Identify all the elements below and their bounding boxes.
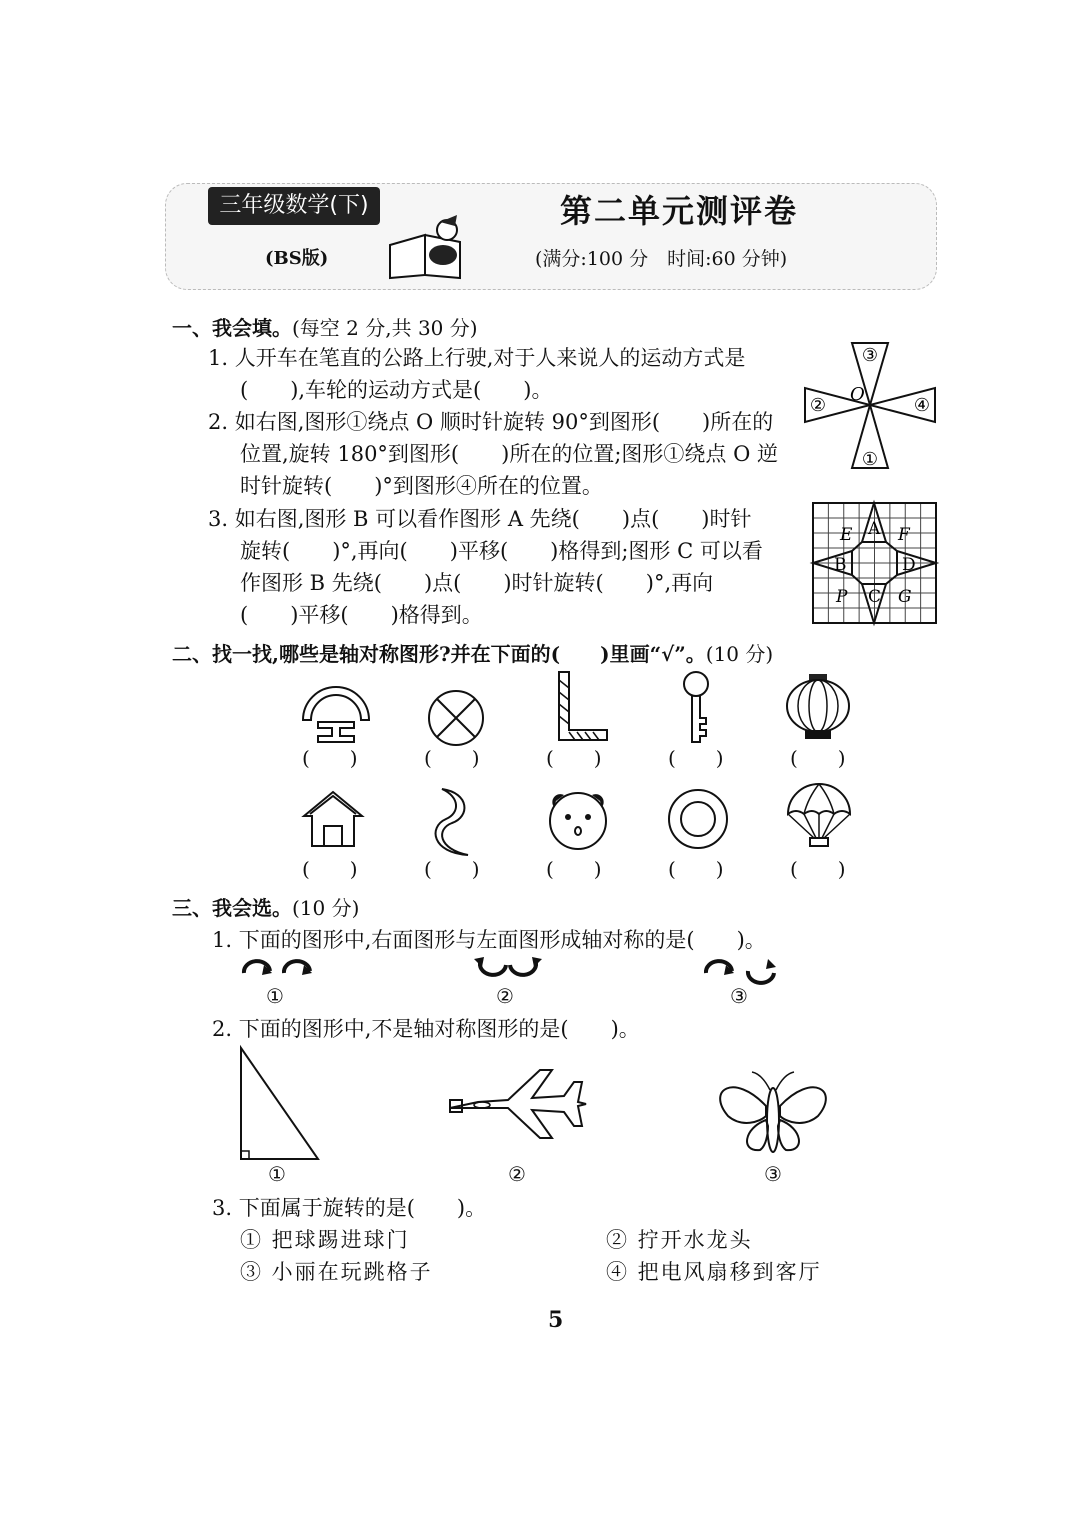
- page-title: 第二单元测评卷: [560, 192, 799, 230]
- reading-boy-icon: [385, 200, 475, 280]
- arch-i-beam-icon: [300, 682, 372, 744]
- pinwheel-label-4: ④: [913, 395, 931, 416]
- ring-icon: [666, 787, 730, 851]
- edition-label: (BS版): [265, 248, 329, 269]
- answer-paren-7[interactable]: ( ): [424, 857, 480, 881]
- page-number: 5: [548, 1307, 564, 1333]
- section1-note: (每空 2 分,共 30 分): [292, 316, 478, 340]
- section3-note: (10 分): [292, 896, 360, 920]
- grid-label-d: D: [902, 555, 916, 575]
- curl-arrows-option-1: [240, 955, 316, 981]
- score-time: (满分:100 分 时间:60 分钟): [535, 248, 788, 270]
- bear-face-icon: [546, 787, 610, 851]
- s3-question-1: 1. 下面的图形中,右面图形与左面图形成轴对称的是( )。: [212, 928, 766, 952]
- section3-heading: [172, 892, 359, 921]
- q3-option-1: ① 把球踢进球门: [240, 1228, 410, 1252]
- section1-heading-text: 一、我会填。: [172, 316, 292, 340]
- airplane-icon: [448, 1068, 590, 1140]
- s3-question-2: 2. 下面的图形中,不是轴对称图形的是( )。: [212, 1017, 640, 1041]
- s1-line-9: ( )平移( )格得到。: [240, 603, 483, 627]
- curl-arrows-option-3: [702, 955, 778, 981]
- section1-heading: [172, 312, 478, 341]
- answer-paren-6[interactable]: ( ): [302, 857, 358, 881]
- parachute-icon: [786, 782, 852, 850]
- answer-paren-4[interactable]: ( ): [668, 746, 724, 770]
- pinwheel-label-2: ②: [809, 395, 827, 416]
- right-triangle-icon: [238, 1045, 322, 1163]
- answer-paren-9[interactable]: ( ): [668, 857, 724, 881]
- grid-label-e: E: [840, 525, 853, 545]
- s1-line-3: 2. 如右图,图形①绕点 O 顺时针旋转 90°到图形( )所在的: [208, 410, 774, 434]
- grid-label-p: P: [836, 587, 848, 607]
- q2-mark-1: ①: [268, 1162, 286, 1186]
- answer-paren-1[interactable]: ( ): [302, 746, 358, 770]
- section3-heading-text: 三、我会选。: [172, 896, 292, 920]
- key-icon: [678, 670, 718, 745]
- pinwheel-label-1: ①: [861, 449, 879, 470]
- grid-figure: [812, 502, 937, 624]
- s1-line-7: 旋转( )°,再向( )平移( )格得到;图形 C 可以看: [240, 539, 763, 563]
- answer-paren-3[interactable]: ( ): [546, 746, 602, 770]
- s1-line-2: ( ),车轮的运动方式是( )。: [240, 378, 553, 402]
- s1-line-6: 3. 如右图,图形 B 可以看作图形 A 先绕( )点( )时针: [208, 507, 752, 531]
- section2-heading-text: 二、找一找,哪些是轴对称图形?并在下面的( )里画“√”。: [172, 642, 706, 666]
- grid-label-f: F: [898, 525, 910, 545]
- answer-paren-5[interactable]: ( ): [790, 746, 846, 770]
- butterfly-icon: [714, 1070, 832, 1158]
- house-icon: [302, 790, 364, 848]
- crescent-icon: [430, 787, 478, 857]
- pinwheel-figure: [800, 338, 940, 473]
- grid-label-c: C: [868, 587, 882, 607]
- s1-line-1: 1. 人开车在笔直的公路上行驶,对于人来说人的运动方式是: [208, 346, 746, 370]
- q1-mark-1: ①: [266, 984, 284, 1008]
- q3-option-2: ② 拧开水龙头: [606, 1228, 753, 1252]
- q2-mark-2: ②: [508, 1162, 526, 1186]
- curl-arrows-option-2: [470, 955, 546, 981]
- lantern-icon: [785, 672, 851, 740]
- answer-paren-8[interactable]: ( ): [546, 857, 602, 881]
- pinwheel-center-o: O: [850, 384, 865, 405]
- l-shape-icon: [555, 670, 610, 742]
- grade-label: 三年级数学(下): [208, 187, 380, 225]
- q2-mark-3: ③: [764, 1162, 782, 1186]
- s1-line-5: 时针旋转( )°到图形④所在的位置。: [240, 474, 603, 498]
- q1-mark-3: ③: [730, 984, 748, 1008]
- q1-mark-2: ②: [496, 984, 514, 1008]
- q3-option-3: ③ 小丽在玩跳格子: [240, 1260, 433, 1284]
- s1-line-8: 作图形 B 先绕( )点( )时针旋转( )°,再向: [240, 571, 714, 595]
- section2-note: (10 分): [705, 642, 774, 666]
- pinwheel-label-3: ③: [861, 345, 879, 366]
- answer-paren-10[interactable]: ( ): [790, 857, 846, 881]
- answer-paren-2[interactable]: ( ): [424, 746, 480, 770]
- grid-label-b: B: [834, 555, 847, 575]
- s3-question-3: 3. 下面属于旋转的是( )。: [212, 1196, 487, 1220]
- grid-label-a: A: [868, 519, 881, 539]
- section2-heading: [172, 638, 773, 667]
- s1-line-4: 位置,旋转 180°到图形( )所在的位置;图形①绕点 O 逆: [240, 442, 778, 466]
- q3-option-4: ④ 把电风扇移到客厅: [606, 1260, 822, 1284]
- grid-label-g: G: [898, 587, 912, 607]
- crossed-circle-icon: [426, 688, 486, 748]
